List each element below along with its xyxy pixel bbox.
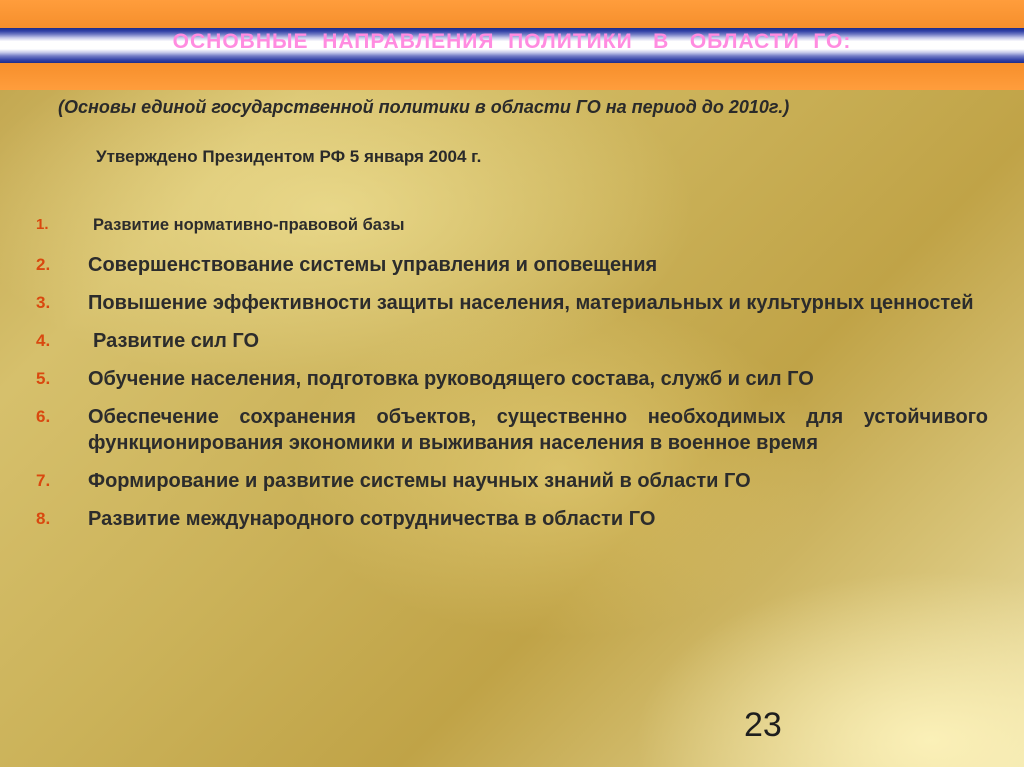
list-number: 8.	[36, 509, 51, 528]
list-item	[36, 366, 988, 392]
list-item	[36, 252, 988, 278]
list-item-text: Развитие нормативно-правовой базы	[93, 216, 405, 234]
list-number: 5.	[36, 369, 51, 388]
page-number: 23	[744, 706, 782, 744]
subtitle: (Основы единой государственной политики в области ГО на период до 2010г.)	[58, 97, 790, 117]
list-item-text: Формирование и развитие системы научных знаний в области ГО	[88, 470, 751, 492]
list-number: 2.	[36, 255, 51, 274]
list-item	[36, 214, 988, 236]
list-item	[36, 290, 988, 316]
list-item-text: Повышение эффективности защиты населения, материальных и культурных ценностей	[88, 292, 974, 314]
list-item-text: Обучение населения, подготовка руководящего состава, служб и сил ГО	[88, 368, 814, 390]
list-item-text: Развитие международного сотрудничества в области ГО	[88, 508, 656, 530]
list-item-text: Совершенствование системы управления и оповещения	[88, 254, 658, 276]
list-number: 3.	[36, 293, 51, 312]
header-orange-band-top	[0, 0, 1024, 28]
slide-title: ОСНОВНЫЕ НАПРАВЛЕНИЯ ПОЛИТИКИ В ОБЛАСТИ ГО:	[172, 30, 852, 53]
list-item	[36, 328, 988, 354]
list-number: 4.	[36, 331, 51, 350]
list-item-text: Развитие сил ГО	[93, 330, 260, 352]
approval-note: Утверждено Президентом РФ 5 января 2004 г.	[96, 147, 482, 166]
list-number: 1.	[36, 216, 49, 233]
list-item-text: Обеспечение сохранения объектов, существенно необходимых для устойчивого функционирования экономики и выживания населения в военное время	[88, 406, 988, 454]
header-orange-band-bottom	[0, 63, 1024, 90]
list-number: 7.	[36, 471, 51, 490]
list-item	[36, 468, 988, 494]
list-item	[36, 404, 988, 456]
list-item	[36, 506, 988, 532]
directions-list	[36, 214, 988, 532]
list-number: 6.	[36, 407, 51, 426]
